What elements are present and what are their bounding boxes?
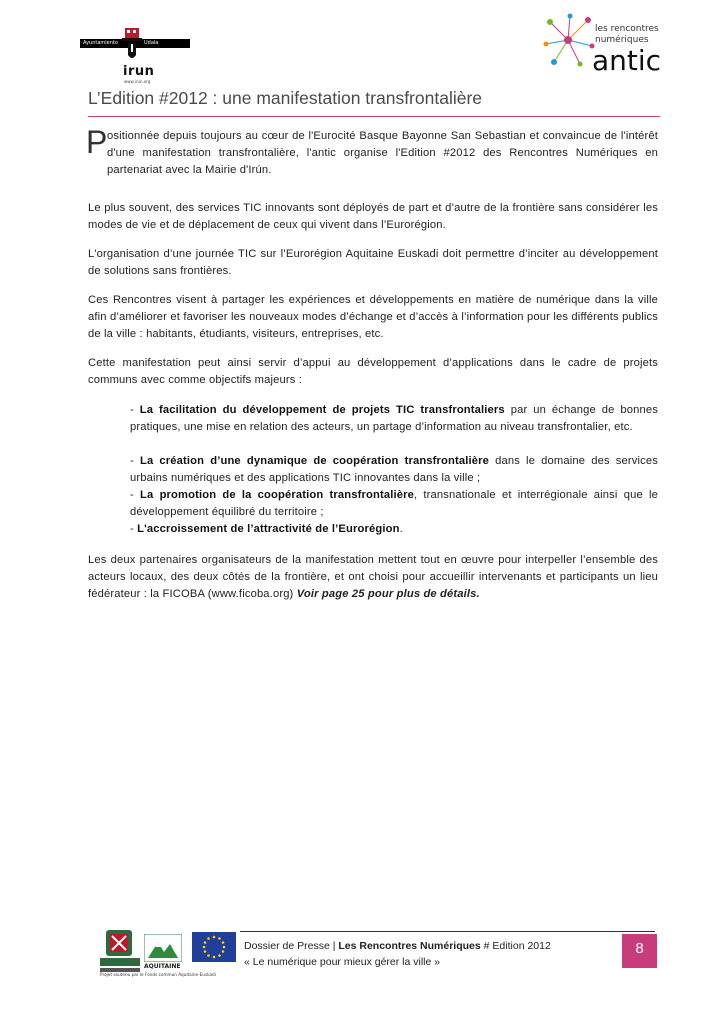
irun-crest-icon <box>120 28 144 64</box>
objective-dash: - <box>130 455 140 467</box>
irun-logo-url: www.irun.org <box>124 79 151 84</box>
eu-caption: Projet soutenu par le Fonds commun Aquitaine-Euskadi <box>100 972 216 977</box>
footer-divider <box>240 931 655 932</box>
page-title: L’Edition #2012 : une manifestation transfrontalière <box>88 88 483 108</box>
objective-bold-4: L'accroissement de l’attractivité de l’Eurorégion <box>137 523 400 535</box>
objective-bold-2: La création d’une dynamique de coopération transfrontalière <box>139 455 490 467</box>
irun-logo <box>80 28 192 86</box>
paragraph-3: Ces Rencontres visent à partager les expériences et développements en matière de numérique dans la ville afin d’améliorer et favoriser les nouveaux modes d’échange et d’accès à l’information pour les différents publics de la ville : habitants, étudiants, visiteurs, entreprises, etc. <box>88 294 658 340</box>
closing-paragraph <box>88 552 658 603</box>
antic-network-icon <box>540 10 598 70</box>
objective-rest-1: par un échange de bonnes pratiques, une mise en relation des acteurs, un partage d’information au niveau transfrontalier, etc. <box>130 404 658 433</box>
paragraph-4: Cette manifestation peut ainsi servir d’appui au développement d’applications dans le cadre de projets communs avec comme objectifs majeurs : <box>88 357 658 386</box>
antic-logo-wordmark: antic <box>592 44 662 77</box>
objective-rest-2: dans le domaine des services urbains numériques et des applications TIC innovantes dans la ville ; <box>130 455 658 484</box>
eu-flag-icon <box>192 932 236 962</box>
paragraph-1: Le plus souvent, des services TIC innovants sont déployés de part et d’autre de la frontière sans considérer les modes de vie et de déplacement de ceux qui vivent dans l’Eurorégion. <box>88 202 658 231</box>
irun-logo-wordmark: irun <box>123 64 155 79</box>
intro-paragraph: ositionnée depuis toujours au cœur de l'Eurocité Basque Bayonne San Sebastian et convaincue de l'intérêt d'une manifestation transfrontalière, l'antic organise l'Edition #2012 des Rencontres Numériques en partenariat avec la Mairie d'Irún. <box>107 130 658 176</box>
antic-logo <box>540 10 665 82</box>
irun-logo-bar-right: Udala <box>144 40 159 46</box>
page-number: 8 <box>622 934 657 968</box>
irun-logo-bar-left: Ayuntamiento <box>83 40 118 46</box>
drop-cap: P <box>86 124 108 160</box>
objective-rest-4: . <box>399 523 403 535</box>
objective-rest-3: , transnationale et interrégionale ainsi que le développement équilibré du territoire ; <box>130 489 658 518</box>
aquitaine-label: AQUITAINE <box>144 963 181 970</box>
antic-logo-line1: les rencontres <box>595 24 659 34</box>
objective-item-1 <box>130 402 658 436</box>
paragraph-2: L'organisation d’une journée TIC sur l’Eurorégion Aquitaine Euskadi doit permettre d’inciter au développement de solutions sans frontières. <box>88 248 658 277</box>
aquitaine-logo-icon <box>144 934 182 962</box>
basque-government-logo-icon <box>100 928 140 976</box>
footer-bold: Les Rencontres Numériques <box>338 940 481 952</box>
objective-item-3 <box>130 487 658 521</box>
footer-suffix: # Edition 2012 <box>480 940 551 952</box>
objective-dash: - <box>130 523 138 535</box>
see-page-link[interactable]: Voir page 25 pour plus de détails. <box>296 588 480 600</box>
partner-logos <box>100 928 238 976</box>
footer-prefix: Dossier de Presse | <box>244 940 339 952</box>
objective-item-2 <box>130 453 658 487</box>
title-divider <box>88 116 660 117</box>
objective-dash: - <box>130 489 141 501</box>
antic-logo-line2: numériques <box>595 35 649 45</box>
footer-title <box>244 940 551 952</box>
closing-text: Les deux partenaires organisateurs de la manifestation mettent tout en œuvre pour interpeller l’ensemble des acteurs locaux, des deux côtés de la frontière, et ont choisi pour accueillir intervenants et participants un lieu fédérateur : la FICOBA (www.ficoba.org) <box>88 554 658 600</box>
objective-bold-3: La promotion de la coopération transfrontalière <box>140 489 414 501</box>
objective-item-4 <box>130 521 658 538</box>
objective-dash: - <box>130 404 140 416</box>
objective-bold-1: La facilitation du développement de projets TIC transfrontaliers <box>139 404 505 416</box>
footer-tagline: « Le numérique pour mieux gérer la ville » <box>244 956 441 968</box>
